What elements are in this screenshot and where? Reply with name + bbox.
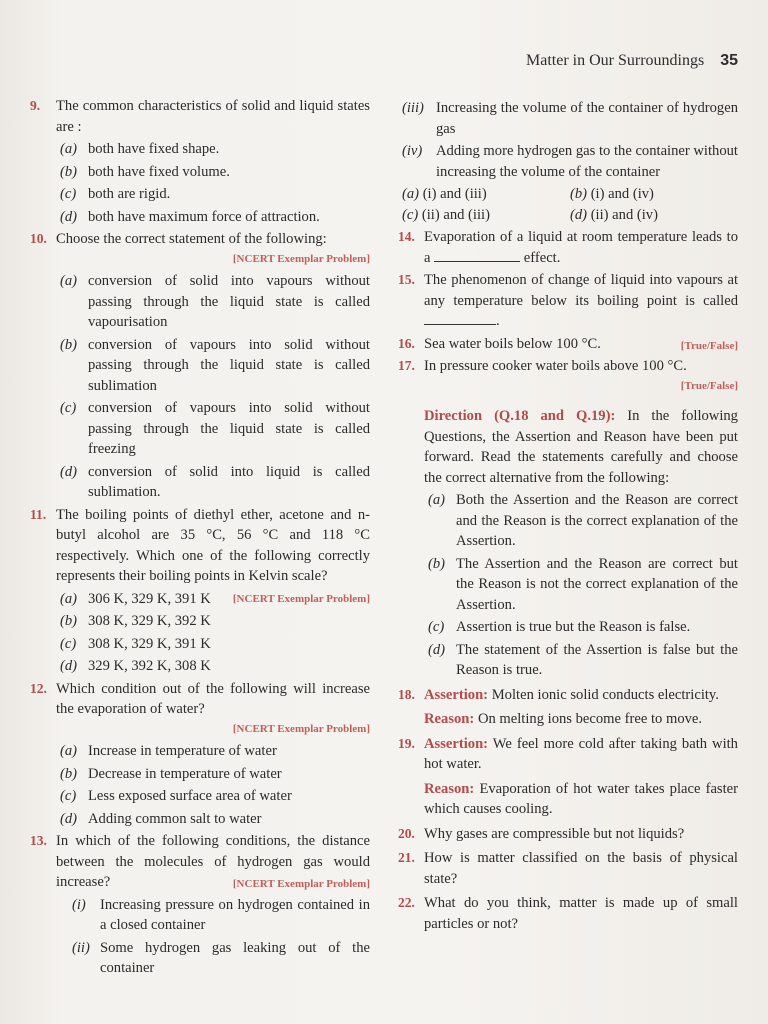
- question-13: [30, 831, 370, 979]
- option: (a) 306 K, 329 K, 391 K: [60, 590, 211, 607]
- question-text: How is matter classified on the basis of physical state?: [424, 850, 738, 887]
- question-text: Which condition out of the following will increase the evaporation of water?: [56, 680, 370, 717]
- choice-row: [402, 184, 738, 205]
- option: (a) Increase in temperature of water: [60, 743, 277, 759]
- reason: Reason: Evaporation of hot water takes place faster which causes cooling.: [424, 780, 739, 817]
- option: (b) The Assertion and the Reason are correct but the Reason is not the correct explanation of the Assertion.: [428, 555, 738, 613]
- question-number: 15.: [398, 272, 415, 287]
- question-number: 22.: [398, 895, 415, 910]
- question-text: Why gases are compressible but not liquids?: [424, 825, 685, 842]
- page-header: [526, 52, 738, 70]
- question-number: 13.: [30, 833, 47, 848]
- choice: (a) (i) and (iii): [402, 186, 487, 202]
- question-text: Sea water boils below 100 °C. [True/False]: [424, 334, 738, 355]
- choice: (d) (ii) and (iv): [570, 206, 658, 223]
- question-number: 12.: [30, 680, 47, 696]
- question-text: Evaporation of a liquid at room temperature leads to a effect.: [424, 229, 738, 266]
- direction-text: In the following Questions, the Assertion and Reason have been put forward. Read the statements carefully and choose the correct alternative from the following:: [424, 408, 738, 486]
- option: (d) 329 K, 392 K, 308 K: [60, 658, 211, 674]
- true-false-tag: [True/False]: [680, 339, 738, 352]
- choice: (c) (ii) and (iii): [402, 206, 490, 223]
- direction-options: [398, 490, 738, 681]
- option: (iii) Increasing the volume of the container of hydrogen gas: [402, 100, 738, 137]
- question-10: [30, 229, 370, 503]
- option: (a) both have fixed shape.: [60, 141, 220, 157]
- question-number: 16.: [398, 335, 415, 351]
- question-number: 19.: [398, 735, 415, 751]
- direction-label: Direction (Q.18 and Q.19):: [424, 408, 616, 424]
- question-number: 14.: [398, 229, 415, 244]
- option: (b) 308 K, 329 K, 392 K: [60, 613, 211, 629]
- option: (ii) Some hydrogen gas leaking out of the container: [72, 939, 370, 976]
- question-text: The boiling points of diethyl ether, acetone and n-butyl alcohol are 35 °C, 56 °C and 118 °C respectively. Which one of the following correctly represents their boiling points in Kelvin scale? [NCERT Exemplar Problem]: [56, 505, 370, 587]
- question-16: [398, 334, 738, 355]
- source-tag: [NCERT Exemplar Problem]: [232, 722, 370, 735]
- option: (c) 308 K, 329 K, 391 K: [60, 635, 211, 652]
- option: (i) Increasing pressure on hydrogen contained in a closed container: [72, 896, 370, 933]
- question-11: [30, 505, 370, 677]
- question-number: 21.: [398, 850, 415, 865]
- question-22: [398, 893, 738, 934]
- question-text: Choose the correct statement of the following:: [56, 231, 327, 247]
- question-number: 11.: [30, 506, 47, 522]
- question-text: In pressure cooker water boils above 100 °C.: [424, 358, 687, 374]
- option: (d) Adding common salt to water: [60, 810, 262, 827]
- left-column: [30, 96, 370, 981]
- source-tag: [NCERT Exemplar Problem]: [232, 878, 370, 890]
- question-14: [398, 227, 738, 268]
- question-17: [398, 356, 738, 396]
- choice: (b) (i) and (iv): [570, 186, 654, 202]
- question-text: What do you think, matter is made up of small particles or not?: [424, 895, 738, 932]
- source-tag: [NCERT Exemplar Problem]: [232, 252, 370, 265]
- question-13-continued: [398, 98, 738, 225]
- option: (b) both have fixed volume.: [60, 163, 230, 180]
- choice-row: [402, 205, 738, 226]
- question-number: 17.: [398, 358, 415, 373]
- question-text: In which of the following conditions, the distance between the molecules of hydrogen gas would increase? [NCERT Exemplar Problem]: [56, 831, 370, 893]
- option: (c) Less exposed surface area of water: [60, 788, 292, 804]
- question-number: 10.: [30, 231, 47, 246]
- assertion: Assertion: We feel more cold after taking bath with hot water.: [424, 735, 738, 772]
- question-text: The common characteristics of solid and liquid states are :: [56, 98, 370, 135]
- question-19: [398, 734, 738, 820]
- question-21: [398, 848, 738, 889]
- question-12: [30, 679, 370, 830]
- option: (b) Decrease in temperature of water: [60, 765, 282, 782]
- question-20: [398, 824, 738, 845]
- fill-blank: [424, 312, 496, 325]
- option: (a) conversion of solid into vapours without passing through the liquid state is called vapourisation: [60, 273, 370, 330]
- question-number: 18.: [398, 686, 415, 702]
- question-number: 9.: [30, 98, 41, 113]
- question-number: 20.: [398, 825, 415, 841]
- chapter-title: Matter in Our Surroundings: [526, 52, 705, 69]
- question-9: [30, 96, 370, 227]
- assertion: Assertion: Molten ionic solid conducts electricity.: [424, 686, 719, 703]
- option: (c) Assertion is true but the Reason is false.: [428, 619, 691, 635]
- question-15: [398, 270, 738, 332]
- option: (iv) Adding more hydrogen gas to the container without increasing the volume of the container: [402, 143, 738, 180]
- option: (d) The statement of the Assertion is false but the Reason is true.: [428, 641, 738, 678]
- page-number: 35: [720, 52, 738, 69]
- option: (d) conversion of solid into liquid is called sublimation.: [60, 463, 370, 500]
- option: (a) Both the Assertion and the Reason are correct and the Reason is the correct explanation of the Assertion.: [428, 492, 738, 549]
- source-tag: [NCERT Exemplar Problem]: [232, 592, 370, 605]
- question-18: [398, 685, 738, 730]
- question-text: The phenomenon of change of liquid into vapours at any temperature below its boiling point is called .: [424, 272, 738, 329]
- right-column: [398, 96, 738, 936]
- option: (b) conversion of vapours into solid without passing through the liquid state is called sublimation: [60, 336, 370, 394]
- option: (c) conversion of vapours into solid without passing through the liquid state is called freezing: [60, 400, 370, 457]
- direction-block: [398, 406, 738, 488]
- option: (c) both are rigid.: [60, 186, 171, 202]
- fill-blank: [434, 249, 520, 262]
- reason: Reason: On melting ions become free to move.: [424, 711, 703, 727]
- true-false-tag: [True/False]: [680, 379, 738, 392]
- option: (d) both have maximum force of attraction.: [60, 208, 320, 225]
